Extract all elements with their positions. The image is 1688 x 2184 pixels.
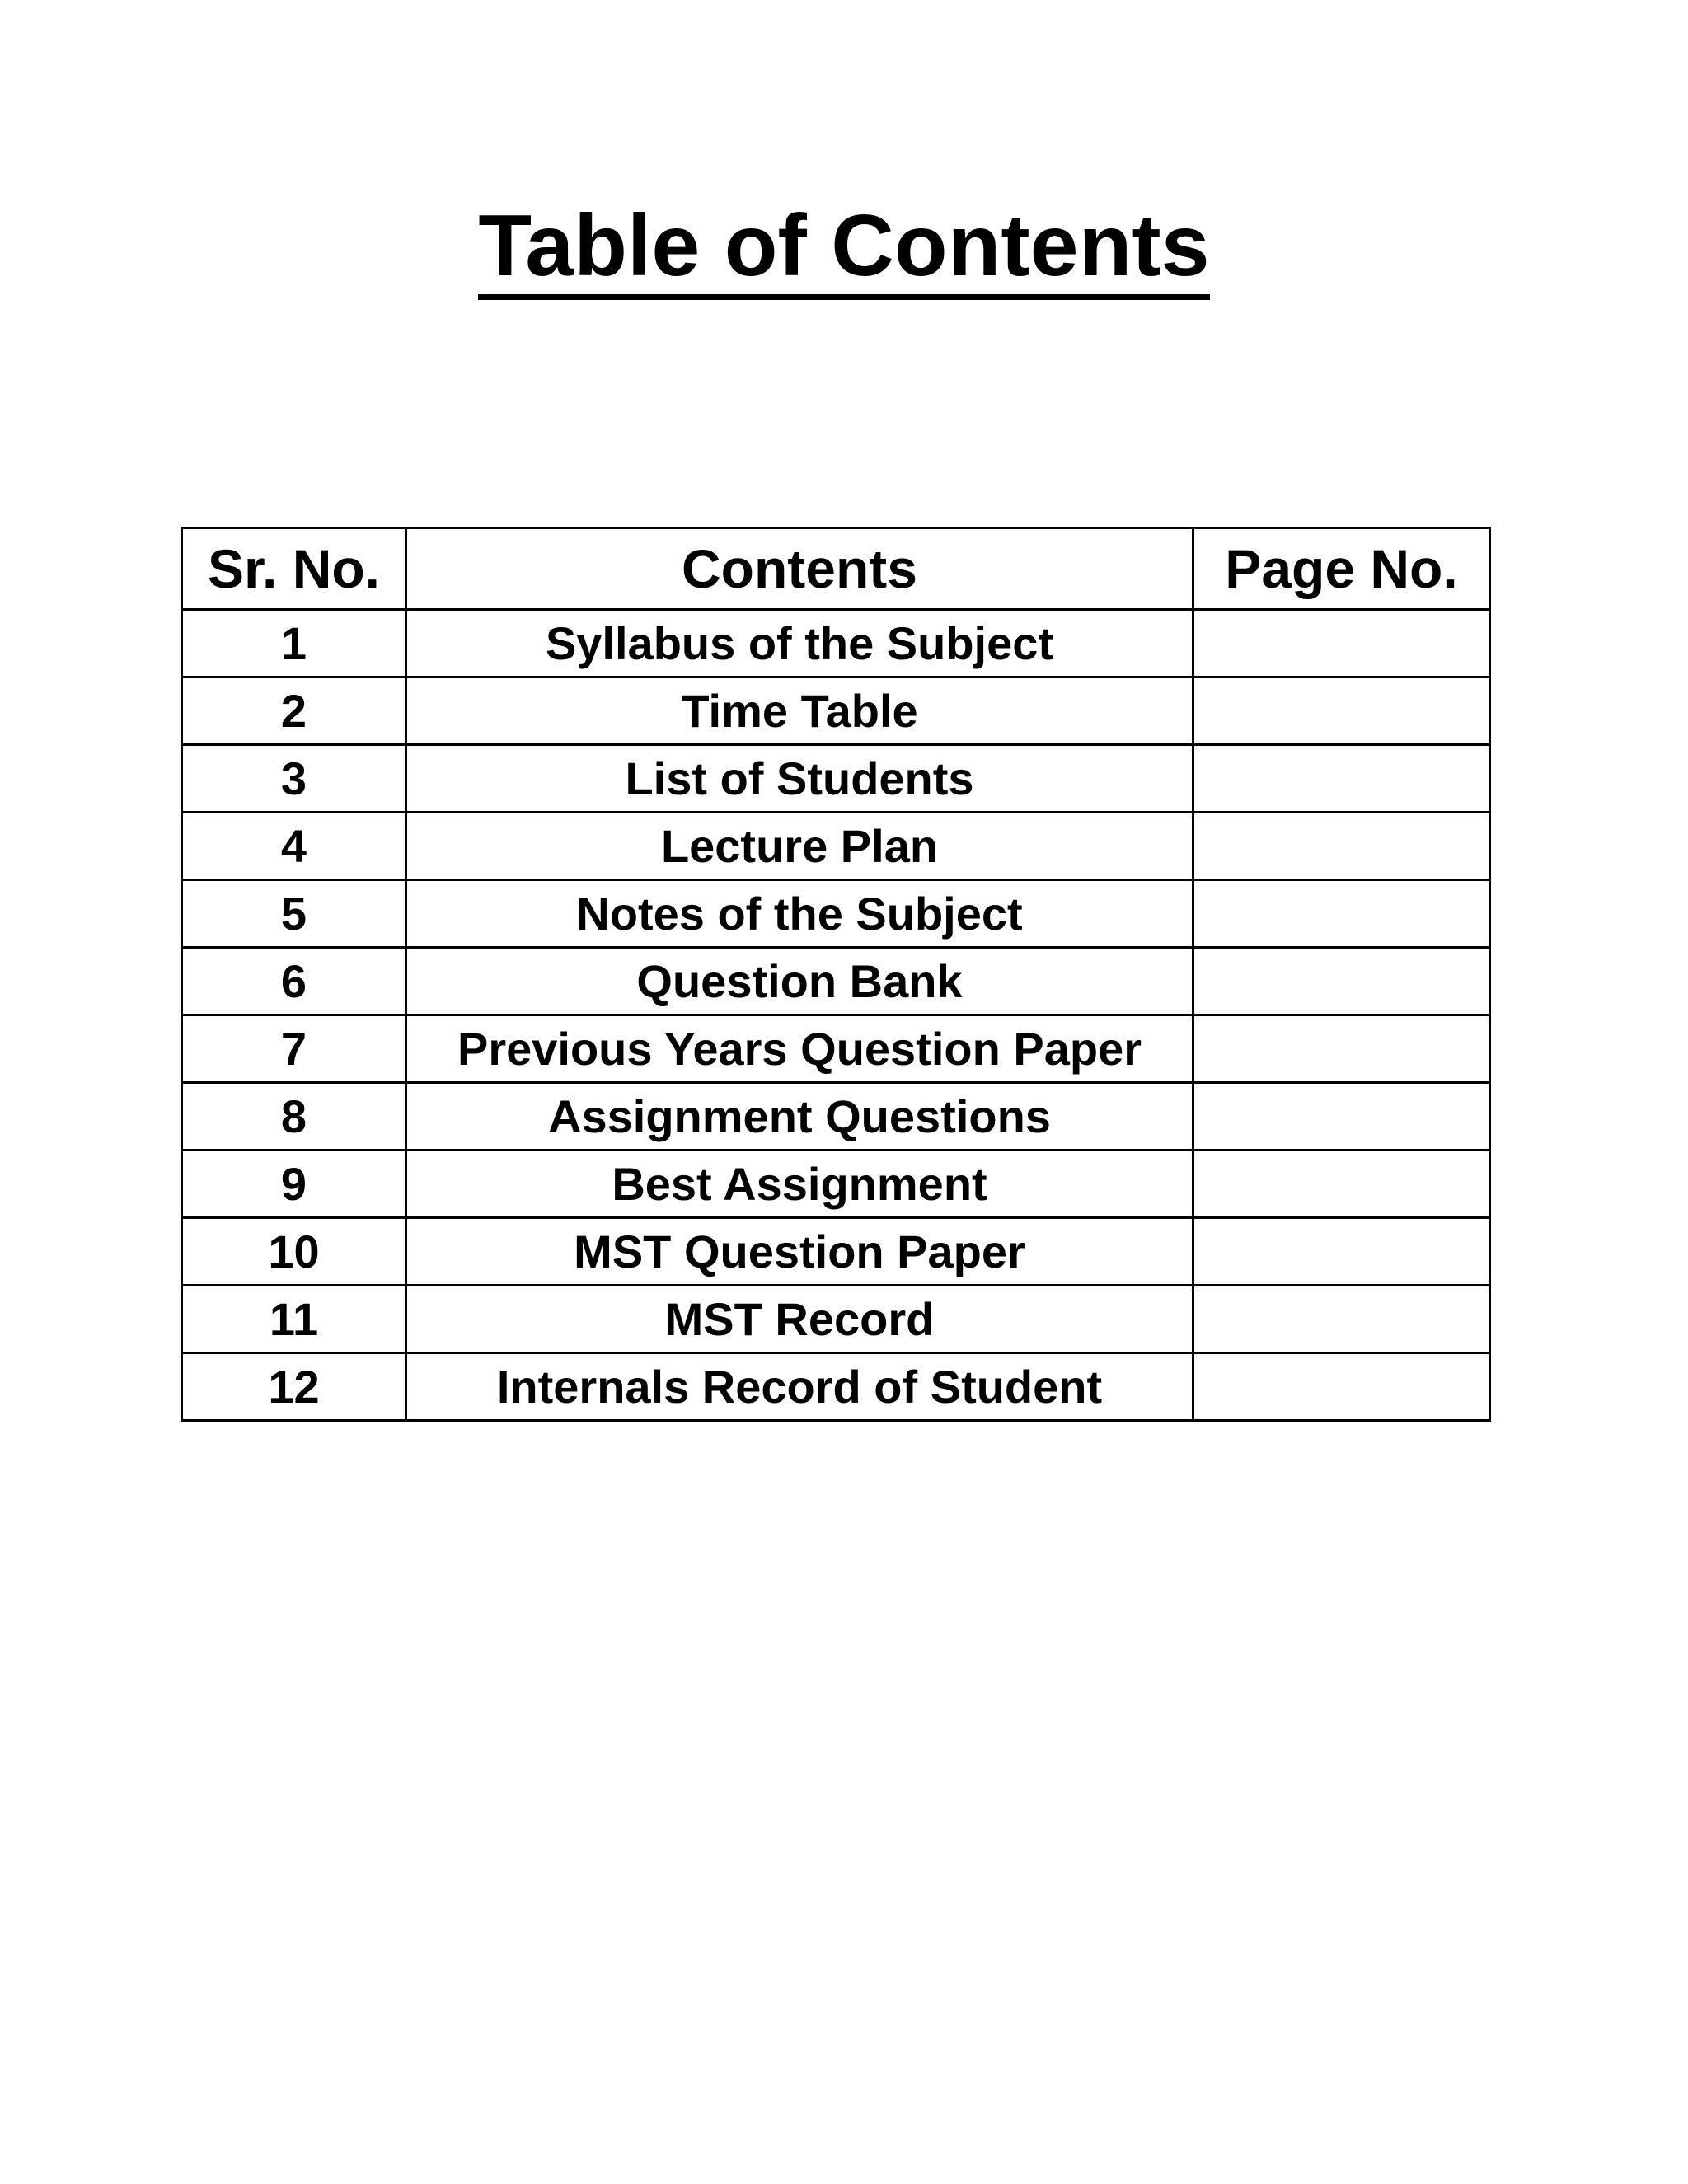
sr-no-cell: 8 [182,1083,406,1151]
table-row [182,1353,1490,1421]
sr-no-cell: 9 [182,1151,406,1218]
contents-cell: Previous Years Question Paper [406,1015,1193,1083]
sr-no-cell: 10 [182,1218,406,1286]
sr-no-cell: 12 [182,1353,406,1421]
contents-cell: Syllabus of the Subject [406,610,1193,677]
sr-no-cell: 2 [182,677,406,745]
page-no-cell [1193,610,1490,677]
sr-no-cell: 6 [182,948,406,1015]
sr-no-cell: 1 [182,610,406,677]
contents-cell: Time Table [406,677,1193,745]
table-row [182,813,1490,880]
contents-cell: Best Assignment [406,1151,1193,1218]
contents-cell: Internals Record of Student [406,1353,1193,1421]
table-row [182,1015,1490,1083]
sr-no-cell: 7 [182,1015,406,1083]
page-no-cell [1193,1218,1490,1286]
sr-no-cell: 5 [182,880,406,948]
sr-no-cell: 4 [182,813,406,880]
contents-cell: Lecture Plan [406,813,1193,880]
contents-cell: Assignment Questions [406,1083,1193,1151]
sr-no-cell: 11 [182,1286,406,1353]
table-row [182,1151,1490,1218]
header-contents: Contents [406,528,1193,610]
contents-cell: Notes of the Subject [406,880,1193,948]
page-no-cell [1193,1286,1490,1353]
contents-cell: MST Question Paper [406,1218,1193,1286]
page-no-cell [1193,677,1490,745]
page-title-text: Table of Contents [478,202,1209,300]
table-row [182,610,1490,677]
table-row [182,1083,1490,1151]
page-no-cell [1193,1015,1490,1083]
table-row [182,677,1490,745]
contents-cell: List of Students [406,745,1193,813]
header-sr-no: Sr. No. [182,528,406,610]
table-row [182,948,1490,1015]
contents-cell: MST Record [406,1286,1193,1353]
table-row [182,745,1490,813]
table-row [182,1218,1490,1286]
page-title [0,197,1688,300]
table-row [182,1286,1490,1353]
table-header-row [182,528,1490,610]
page-no-cell [1193,745,1490,813]
page-no-cell [1193,948,1490,1015]
page-no-cell [1193,1083,1490,1151]
contents-cell: Question Bank [406,948,1193,1015]
contents-table [181,527,1491,1422]
page-no-cell [1193,880,1490,948]
page-no-cell [1193,1151,1490,1218]
page-no-cell [1193,1353,1490,1421]
page-no-cell [1193,813,1490,880]
header-page-no: Page No. [1193,528,1490,610]
table-row [182,880,1490,948]
sr-no-cell: 3 [182,745,406,813]
